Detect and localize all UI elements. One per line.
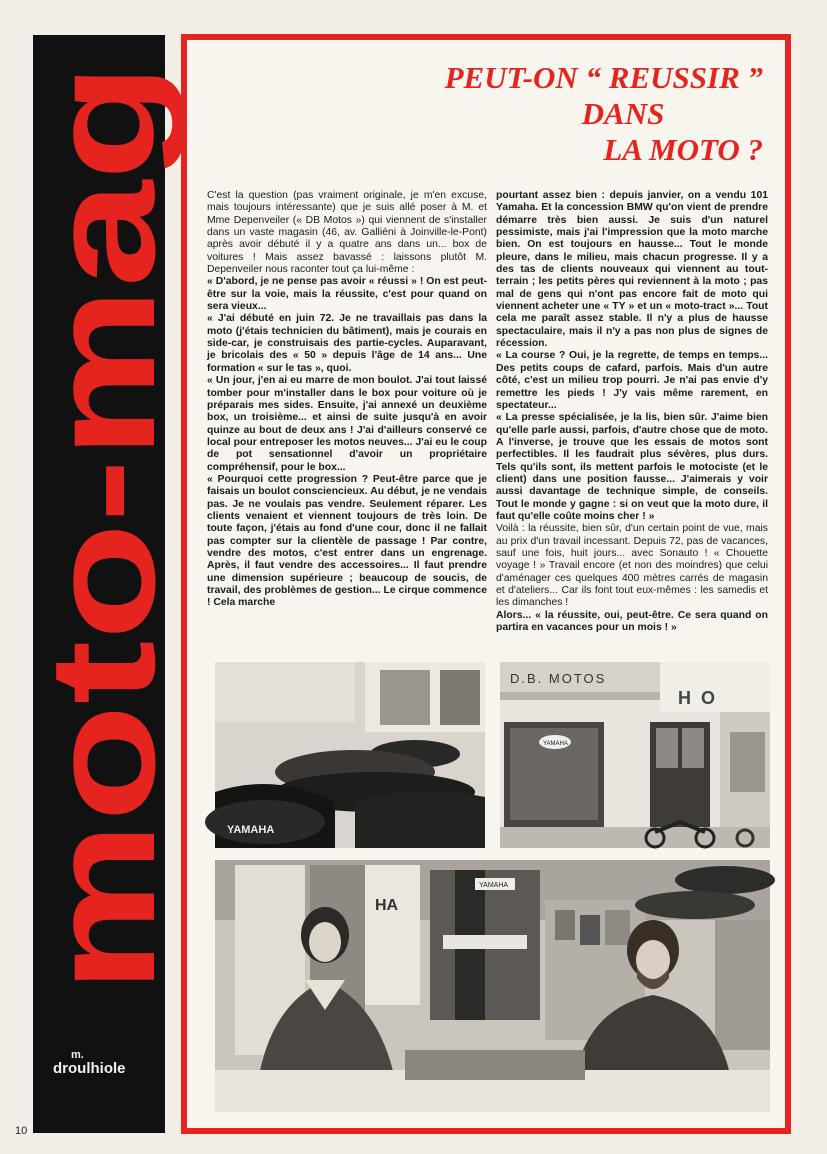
title-line-2: DANS bbox=[581, 96, 665, 131]
photo-motorcycles bbox=[215, 662, 485, 848]
shop-owners-illustration bbox=[215, 860, 770, 1112]
shopfront-illustration bbox=[500, 662, 770, 848]
jacket-label: YAMAHA bbox=[479, 882, 509, 889]
window-label: YAMAHA bbox=[543, 741, 568, 747]
sidebar-title-graphic bbox=[18, 35, 186, 1015]
photo-shop-owners bbox=[215, 860, 770, 1112]
paragraph: « La presse spécialisée, je la lis, bien sûr. J'aime bien qu'elle parle aussi, parfois, d'autre chose que de moto. A l'inverse, je trouve que les essais de motos sont perfectibles. Il les faudrait plus sévères, plus durs. Tels qu'ils sont, ils mettent parfois le motociste (et le client) dans une position fausse... J'aimerais y voir aussi davantage de technique simple, de conseils. Tout le monde y gagne : si on veut que la moto dure, il faut qu'elle coûte moins cher ! » bbox=[496, 412, 768, 522]
page-number: 10 bbox=[15, 1125, 28, 1137]
paragraph: Voilà : la réussite, bien sûr, d'un certain point de vue, mais au prix d'un travail incessant. Depuis 72, pas de vacances, sauf une fois, huit jours... avec Sonauto ! « Chouette voyage ! » Travail encore (et non des moindres) que celui d'aménager ces quelques 400 mètres carrés de magasin et d'ateliers... Car ils font tout eux-mêmes : les samedis et les dimanches ! bbox=[496, 523, 768, 609]
article-column-right bbox=[496, 190, 768, 634]
article-title bbox=[383, 60, 763, 168]
paragraph: « La course ? Oui, je la regrette, de temps en temps... Des petits coups de cafard, parfois. Mais d'un autre côté, c'est un milieu trop pourri. Je n'ai pas envie d'y remettre les pieds ! J'y vais même rarement, en spectateur... bbox=[496, 350, 768, 411]
paragraph: « Pourquoi cette progression ? Peut-être parce que je faisais un boulot consciencieux. Au début, je ne vendais pas. Je ne voulais pas vendre. Seulement réparer. Les clients venaient et viennent toujours de très loin. De toute façon, j'étais au fond d'une cour, donc il ne fallait pas compter sur la clientèle de passage ! Par contre, vendre des motos, c'est entrer dans un engrenage. Après, il faut vendre des accessoires... Il faut prendre une dimension supérieure ; beaucoup de soucis, de travail, des problèmes de gestion... Le cirque commence ! Cela marche bbox=[207, 473, 487, 609]
tank-label: YAMAHA bbox=[227, 824, 275, 836]
hotel-sign: HO bbox=[678, 688, 725, 708]
title-line-1: PEUT-ON “ REUSSIR ” bbox=[444, 60, 763, 95]
sidebar-title-text: moto-mag bbox=[18, 268, 186, 993]
photo-shopfront bbox=[500, 662, 770, 848]
author-credit bbox=[53, 1050, 126, 1076]
paragraph: « D'abord, je ne pense pas avoir « réussi » ! On est peut-être sur la voie, mais la réussite, c'est pour quand on sera vieux... bbox=[207, 276, 487, 313]
author-initial: m. bbox=[71, 1049, 84, 1061]
article-column-left bbox=[207, 190, 487, 610]
paragraph: C'est la question (pas vraiment originale, je m'en excuse, mais toujours intéressante) que je suis allé poser à M. et Mme Depenveiler (« DB Motos ») qui viennent de s'installer dans un vaste magasin (46, av. Galliéni à Joinville-le-Pont) après avoir débuté il y a quatre ans dans un... box de voitures ! Mais assez bavassé : laissons plutôt M. Depenveiler nous raconter tout ça lui-même : bbox=[207, 190, 487, 276]
paragraph: pourtant assez bien : depuis janvier, on a vendu 101 Yamaha. Et la concession BMW qu'on vient de prendre démarre très bien aussi. Je suis d'un naturel pessimiste, mais j'ai l'impression que la moto marche bien. On est toujours en hausse... Tout le monde pleure, dans le milieu, mais chacun progresse. Il y a des tas de clients nouveaux qui viennent au tout-terrain ; les petits pères qui reviennent à la moto ; pas mal de gens qui n'ont pas encore fait de moto qui viennent acheter une « TY » et un « moto-tract »... Tout cela me paraît assez stable. Il n'y a plus de hausse spectaculaire, mais il n'y a pas non plus de signes de récession. bbox=[496, 190, 768, 350]
author-name: droulhiole bbox=[53, 1060, 126, 1077]
shirt-print: HA bbox=[375, 897, 399, 914]
paragraph: « Un jour, j'en ai eu marre de mon boulot. J'ai tout laissé tomber pour m'installer dans le box pour voiture où je préparais mes sides. Ensuite, j'ai annexé un deuxième box, un troisième... et ainsi de suite jusqu'à en avoir quinze au bout de deux ans ! J'ai d'ailleurs conservé ce local pour entreposer les motos neuves... J'ai eu le coup de pot sensationnel d'avoir un propriétaire compréhensif, pour le box... bbox=[207, 375, 487, 473]
shop-sign: D.B. MOTOS bbox=[510, 671, 607, 686]
title-line-3: LA MOTO ? bbox=[603, 132, 763, 167]
paragraph: Alors... « la réussite, oui, peut-être. Ce sera quand on partira en vacances pour un mois ! » bbox=[496, 609, 768, 634]
motorcycles-illustration bbox=[215, 662, 485, 848]
article-panel bbox=[181, 34, 791, 1134]
sidebar-title bbox=[18, 35, 186, 1015]
paragraph: « J'ai débuté en juin 72. Je ne travaillais pas dans la moto (j'étais technicien du bâtiment), mais je courais en side-car, je construisais des partie-cycles. Auparavant, je bricolais des « 50 » depuis l'âge de 14 ans... Une formation « sur le tas », quoi. bbox=[207, 313, 487, 374]
